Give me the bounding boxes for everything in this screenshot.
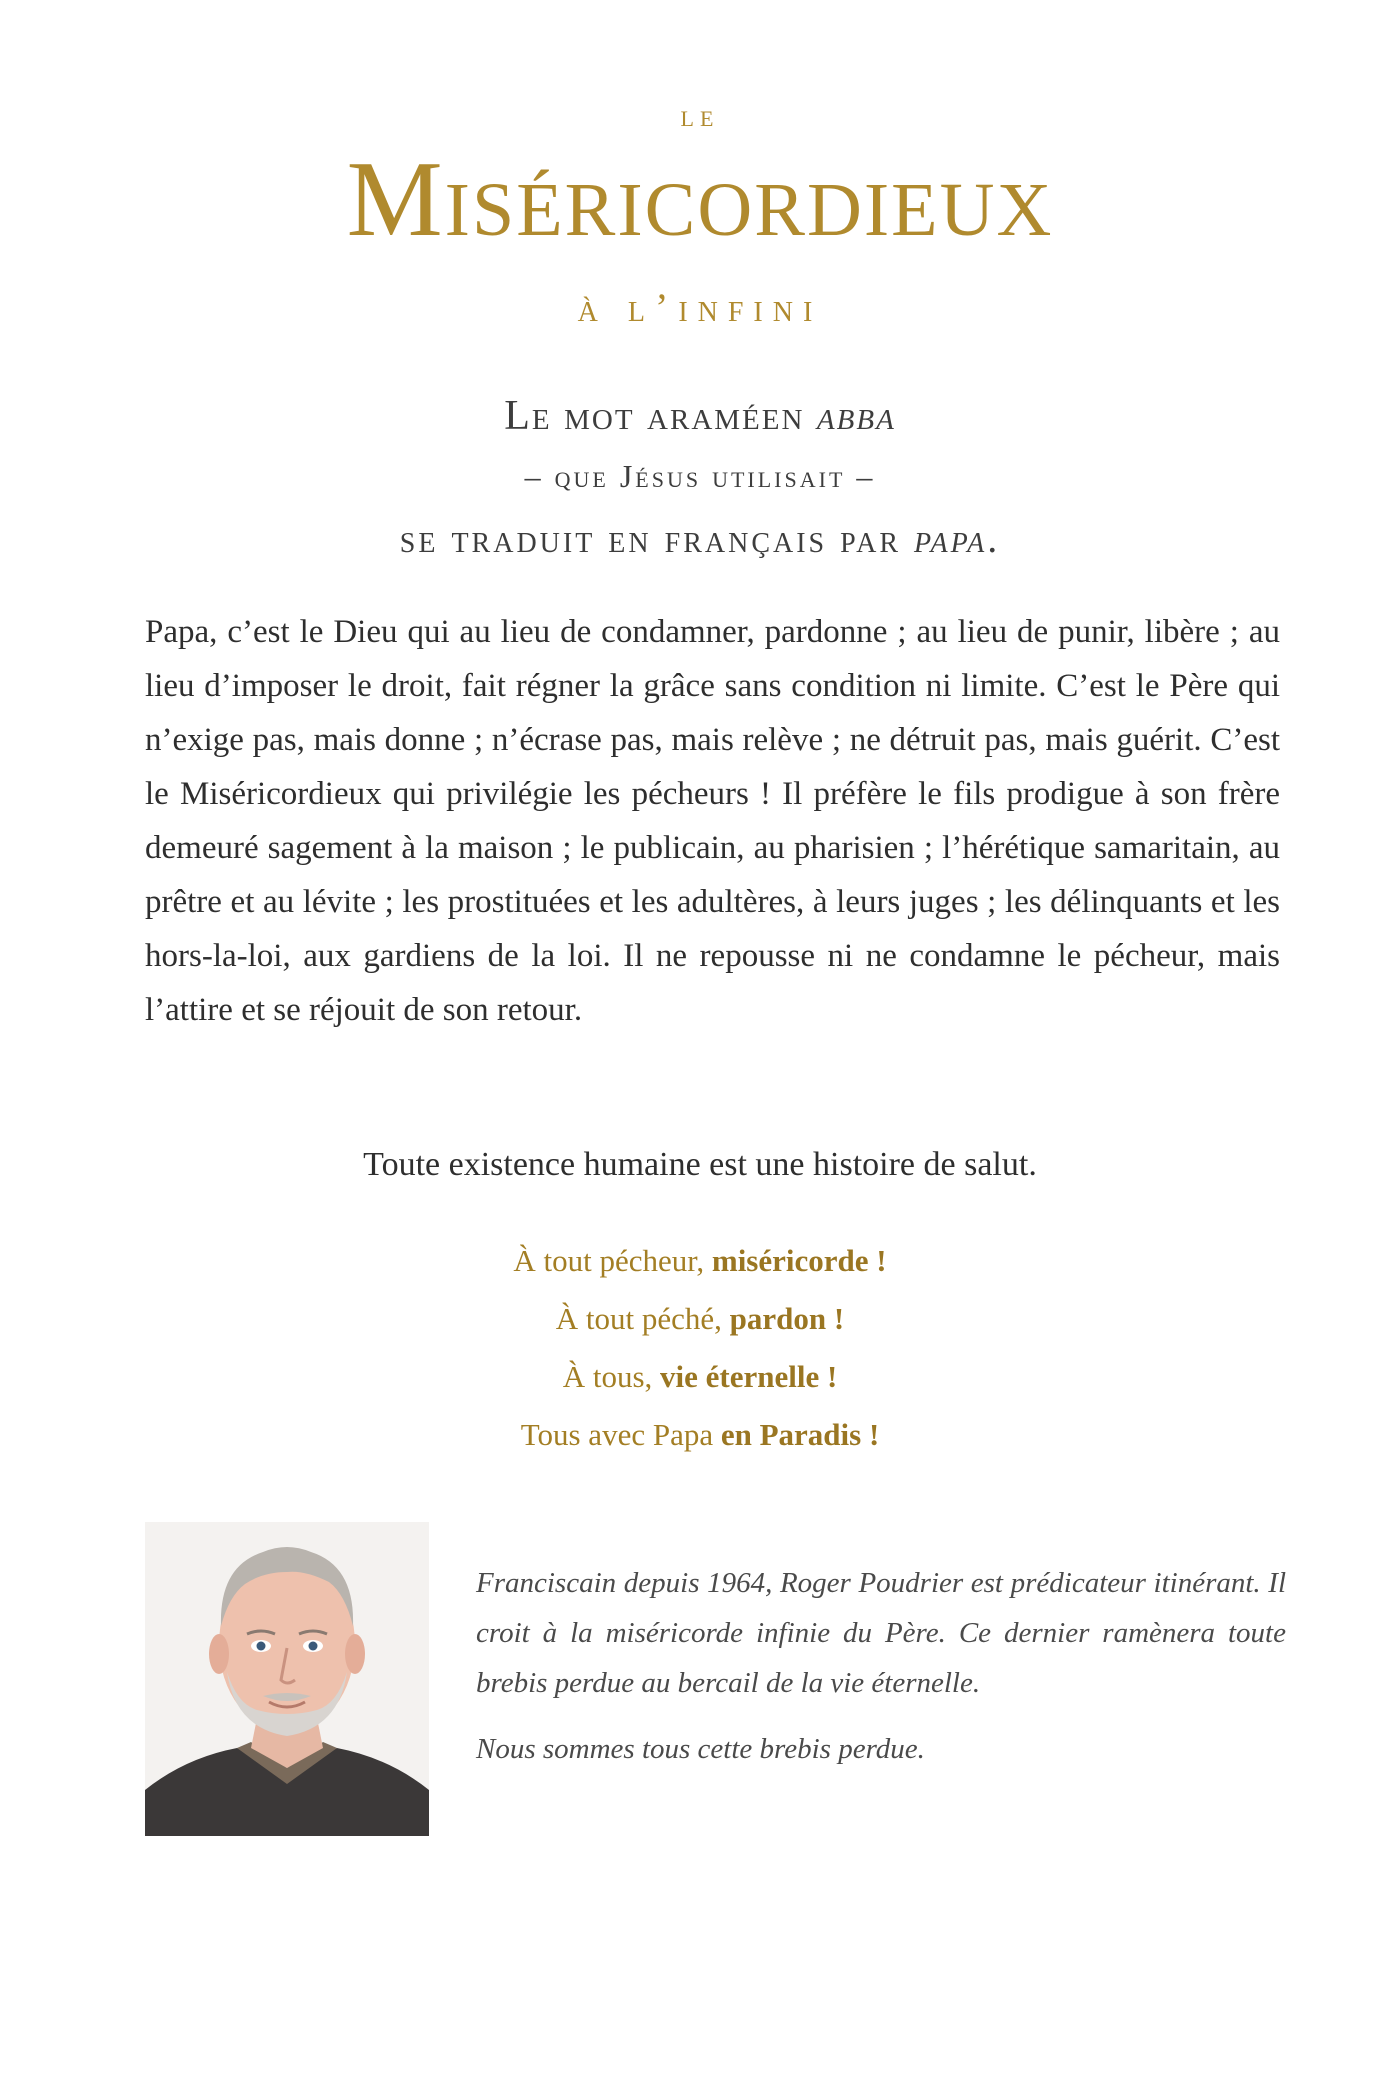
- proclamation-text: Tous avec Papa: [520, 1417, 721, 1452]
- proclamation-text: À tous,: [562, 1359, 661, 1394]
- author-bio: [476, 1558, 1286, 1774]
- proclamation-emphasis: vie éternelle !: [660, 1359, 838, 1394]
- heading-line-3: [0, 506, 1400, 572]
- gold-proclamations: [0, 1232, 1400, 1464]
- proclamation-text: À tout pécheur,: [513, 1243, 712, 1278]
- proclamation-text: À tout péché,: [555, 1301, 730, 1336]
- abba-heading: [0, 386, 1400, 572]
- proclamation-line: [0, 1406, 1400, 1464]
- proclamation-line: [0, 1232, 1400, 1290]
- heading-line-3-text: se traduit en français par: [399, 516, 915, 561]
- heading-line-1-text: Le mot araméen: [504, 393, 817, 439]
- heading-word-papa: papa: [914, 516, 988, 561]
- tagline: Toute existence humaine est une histoire de salut.: [363, 1146, 1037, 1183]
- proclamation-line: [0, 1290, 1400, 1348]
- main-paragraph: Papa, c’est le Dieu qui au lieu de condamner, pardonne ; au lieu de punir, libère ; au lieu d’imposer le droit, fait régner la grâce sans condition ni limite. C’est le Père qui n’exige pas, mais donne ; n’écrase pas, mais relève ; ne détruit pas, mais guérit. C’est le Miséricordieux qui privilégie les pécheurs ! Il préfère le fils prodigue à son frère demeuré sagement à la maison ; le publicain, au pharisien ; l’hérétique samaritain, au prêtre et au lévite ; les prostituées et les adultères, à leurs juges ; les délinquants et les hors-la-loi, aux gardiens de la loi. Il ne repousse ni ne condamne le pécheur, mais l’attire et se réjouit de son retour.: [145, 614, 1280, 1028]
- author-portrait-icon: [145, 1522, 429, 1836]
- proclamation-emphasis: en Paradis !: [720, 1417, 880, 1452]
- title-main: Miséricordieux: [346, 140, 1054, 259]
- proclamation-emphasis: miséricorde !: [711, 1243, 887, 1278]
- title-article: le: [680, 97, 720, 133]
- bio-paragraph-1: Franciscain depuis 1964, Roger Poudrier est prédicateur itinérant. Il croit à la miséricorde infinie du Père. Ce dernier ramènera toute brebis perdue au bercail de la vie éternelle.: [476, 1567, 1286, 1699]
- title-block: [0, 95, 1400, 333]
- proclamation-line: [0, 1348, 1400, 1406]
- heading-word-abba: abba: [816, 393, 896, 439]
- heading-line-3-period: .: [987, 516, 1001, 561]
- bio-paragraph-2: Nous sommes tous cette brebis perdue.: [476, 1733, 925, 1765]
- heading-line-1: [0, 386, 1400, 446]
- heading-line-2: – que Jésus utilisait –: [524, 458, 876, 494]
- author-photo: [145, 1522, 429, 1836]
- proclamation-emphasis: pardon !: [729, 1301, 845, 1336]
- title-subtitle: à l’infini: [577, 285, 823, 330]
